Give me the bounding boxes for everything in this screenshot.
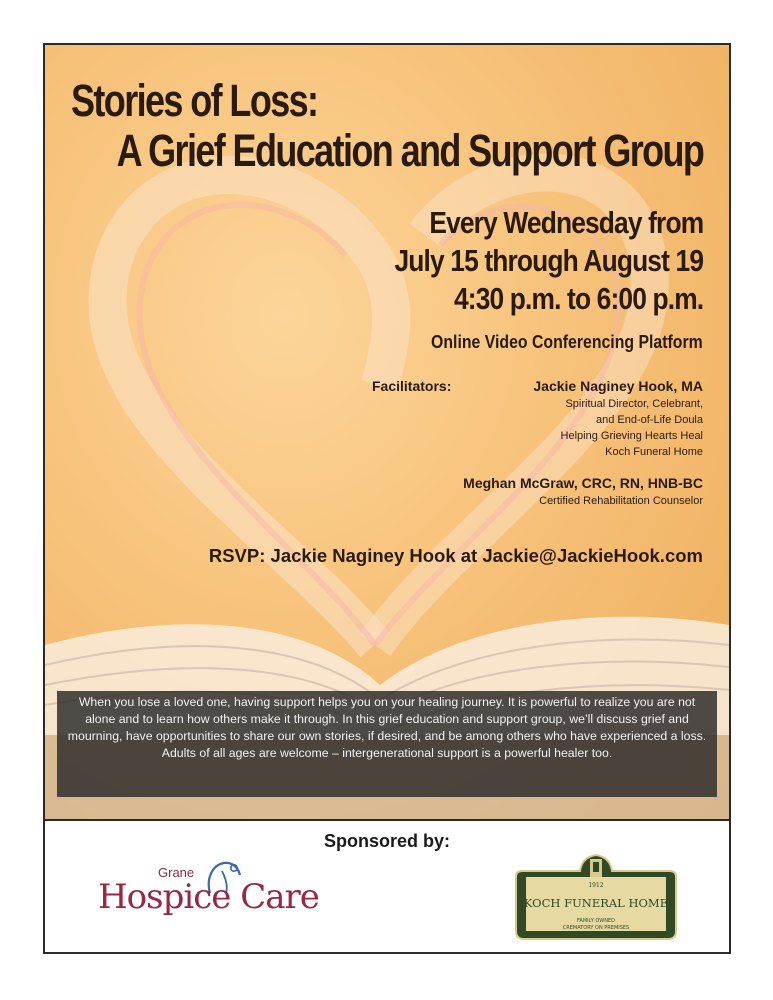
facilitator-2-name: Meghan McGraw, CRC, RN, HNB-BC xyxy=(463,475,703,491)
koch-name: KOCH FUNERAL HOME xyxy=(523,896,669,910)
schedule-line-2: July 15 through August 19 xyxy=(394,243,703,278)
description-box: When you lose a loved one, having support helps you on your healing journey. It is powerful to realize you are not alone and to learn how others make it through. In this grief education and support group, we’ll discuss grief and mourning, have opportunities to share our own stories, if desired, and be among others who have experienced a loss. Adults of all ages are welcome – intergenerational support is a powerful healer too. xyxy=(57,691,717,797)
facilitator-1-line: and End-of-Life Doula xyxy=(595,414,703,426)
title-line-1: Stories of Loss: xyxy=(71,75,318,126)
title-line-2: A Grief Education and Support Group xyxy=(116,125,703,176)
hero-section xyxy=(45,45,729,819)
hospice-word: Hospice xyxy=(98,877,231,917)
hospice-logo-text xyxy=(98,877,319,917)
koch-tagline-1: FAMILY OWNED xyxy=(576,918,616,924)
care-word: Care xyxy=(240,877,319,917)
flyer-frame xyxy=(43,43,731,954)
venue: Online Video Conferencing Platform xyxy=(431,332,703,352)
facilitator-2-line: Certified Rehabilitation Counselor xyxy=(539,495,703,507)
facilitator-1-name: Jackie Naginey Hook, MA xyxy=(533,378,703,394)
sponsor-section xyxy=(45,819,729,954)
koch-year: 1912 xyxy=(588,882,604,889)
sponsor-title: Sponsored by: xyxy=(323,831,450,851)
facilitator-1-line: Spiritual Director, Celebrant, xyxy=(565,398,703,410)
schedule-line-3: 4:30 p.m. to 6:00 p.m. xyxy=(453,281,703,316)
schedule-line-1: Every Wednesday from xyxy=(429,205,703,240)
koch-funeral-home-logo xyxy=(512,851,680,947)
facilitator-2 xyxy=(463,474,703,509)
koch-tagline-2: CREMATORY ON PREMISES xyxy=(562,925,630,931)
facilitators-label: Facilitators: xyxy=(372,378,452,394)
facilitator-1-line: Koch Funeral Home xyxy=(605,446,703,458)
facilitator-1-line: Helping Grieving Hearts Heal xyxy=(560,430,703,442)
rsvp-line: RSVP: Jackie Naginey Hook at Jackie@JackieHook.com xyxy=(208,545,703,566)
hospice-logo-small: Grane xyxy=(158,865,195,880)
facilitator-1 xyxy=(533,377,703,460)
